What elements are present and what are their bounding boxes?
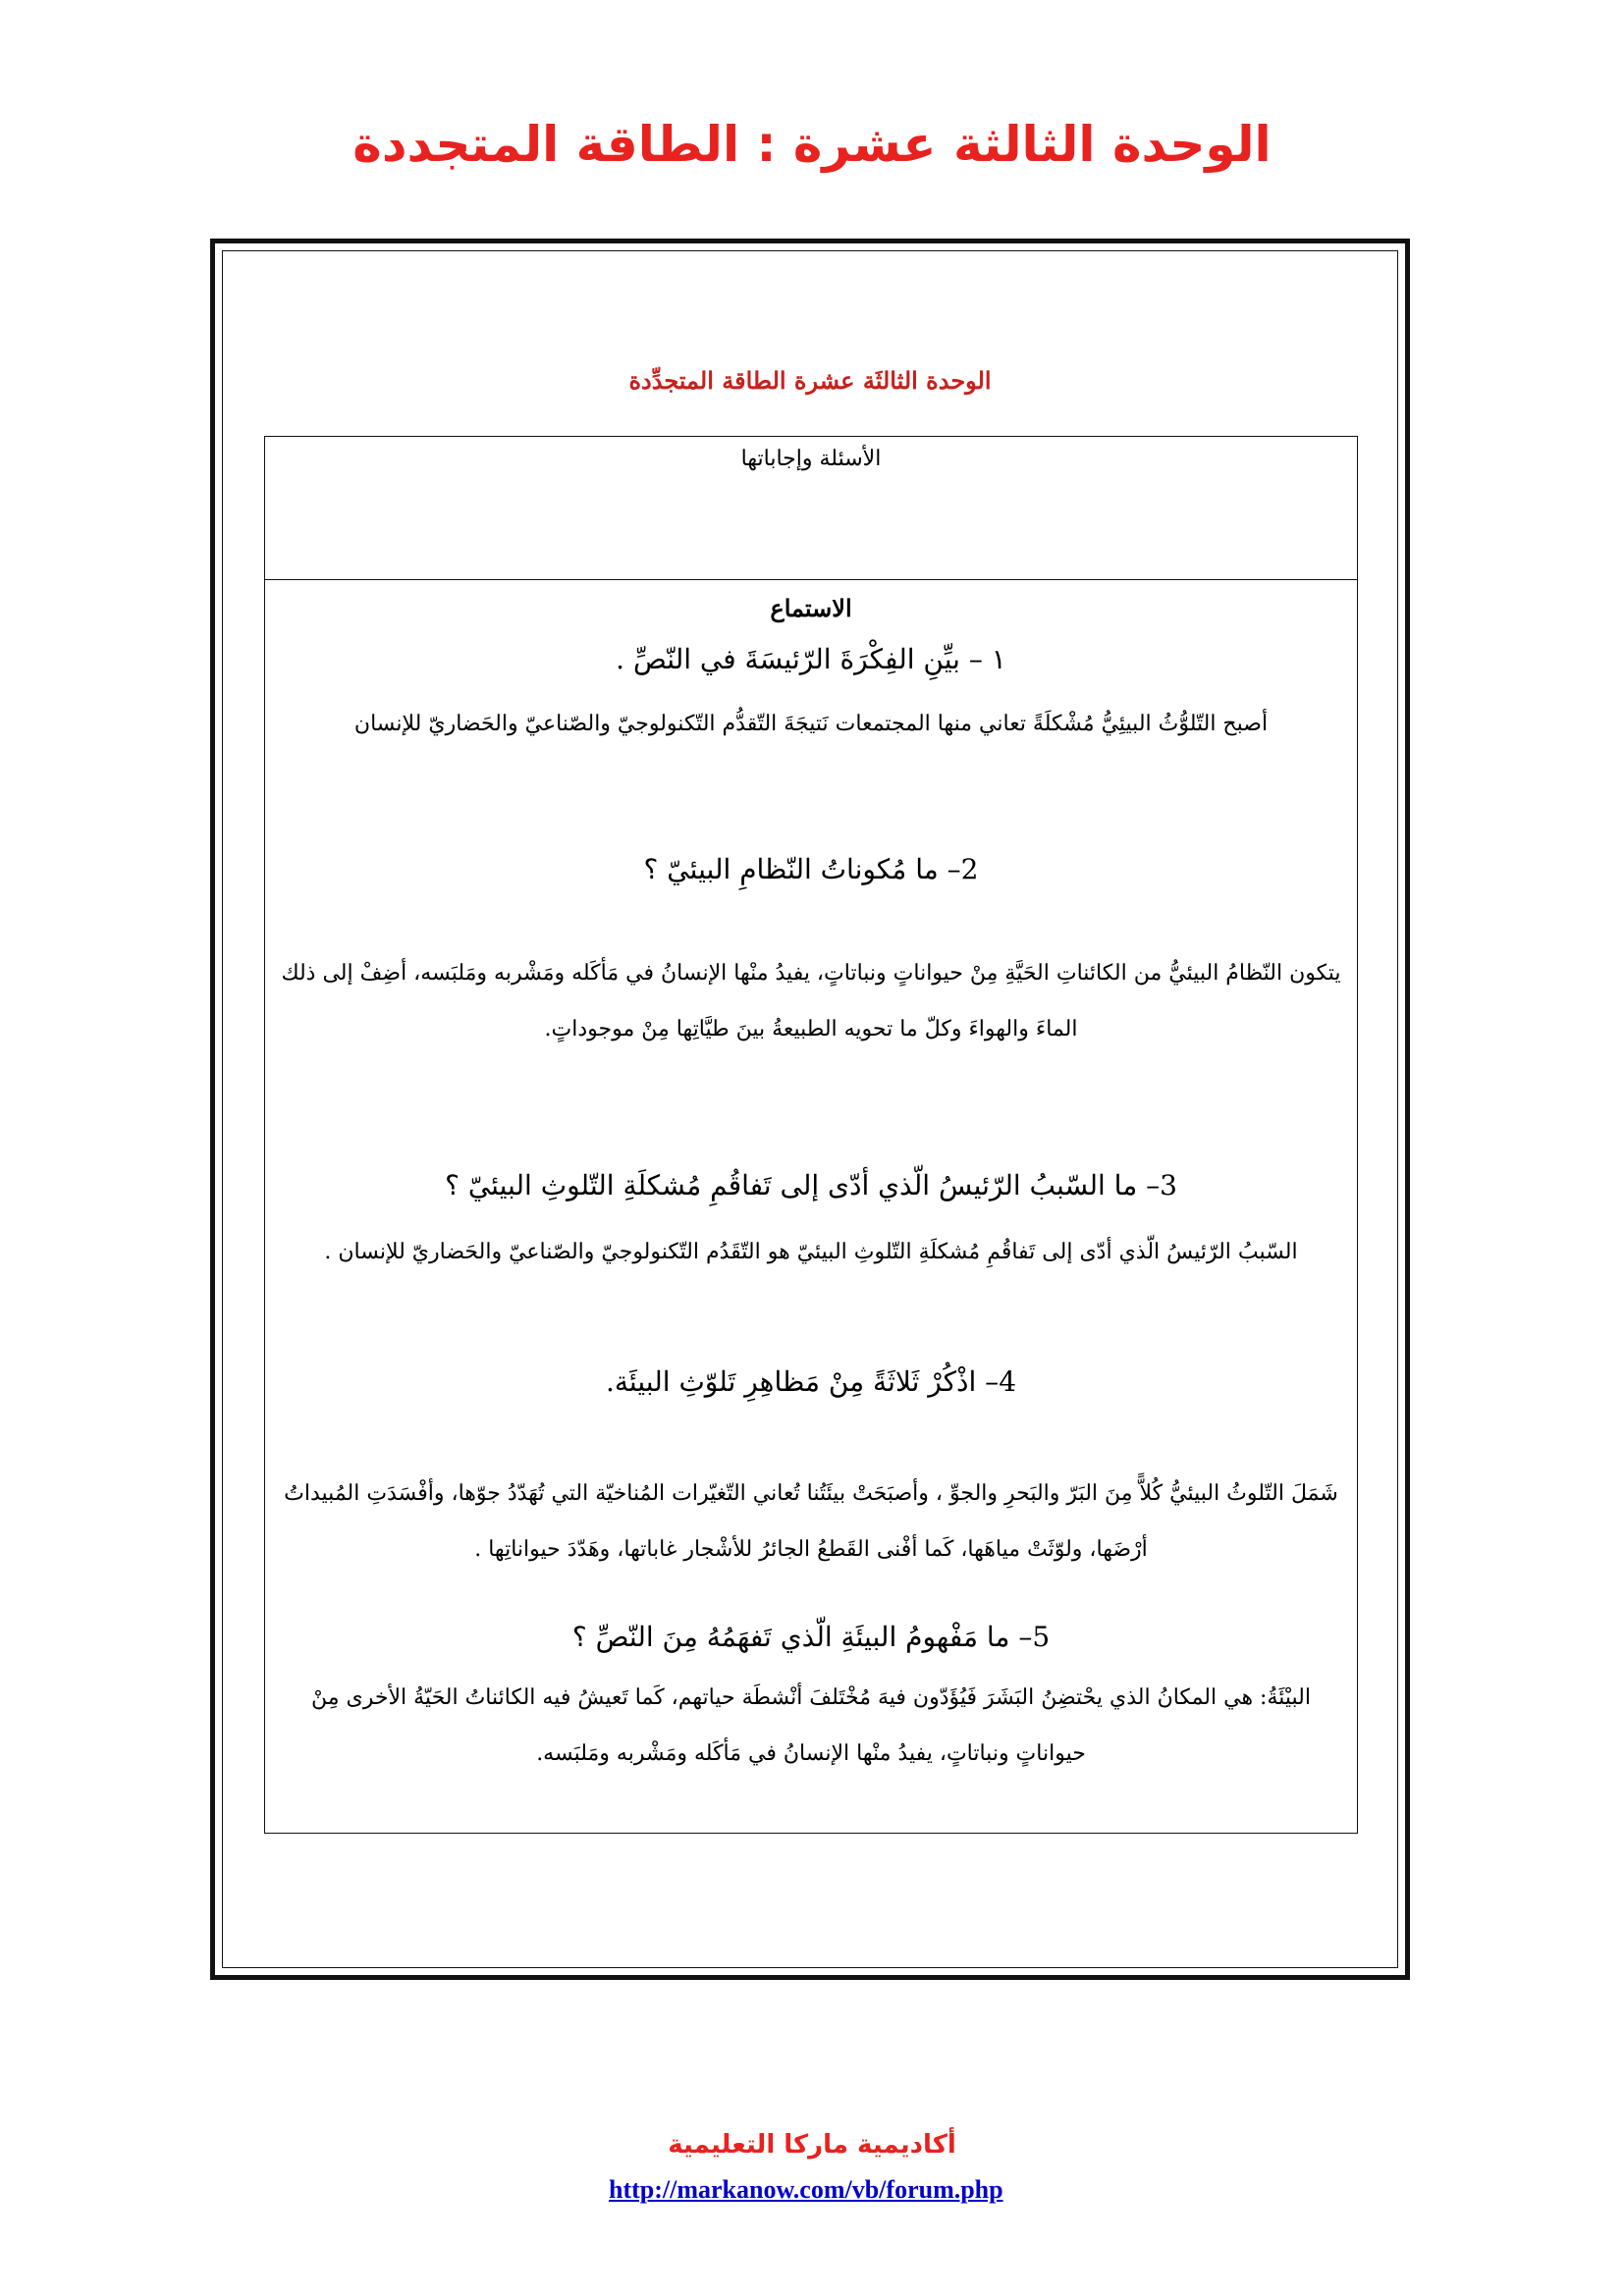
footer-academy-name: أكاديمية ماركا التعليمية (668, 2130, 956, 2160)
answer-5: البيْئَةُ: هي المكانُ الذي يحْتضِنُ البَشَرَ فَيُؤَدّون فيهَ مُخْتَلفَ أنْشطَة حياتهم، كَما تَعيشُ فيه الكائناتُ الحَيّةُ الأخرى مِنْ حيواناتٍ ونباتاتٍ، يفيدُ منْها الإنسانُ في مَأكَله ومَشْربه ومَلبَسه. (311, 1685, 1311, 1766)
page-title: الوحدة الثالثة عشرة : الطاقة المتجددة (352, 116, 1272, 173)
outer-frame (210, 239, 1410, 1980)
section-title: الاستماع (770, 594, 852, 622)
question-5: 5– ما مَفْهومُ البيئَةِ الّذي تَفهَمُهُ مِنَ النّصِّ ؟ (571, 1621, 1051, 1653)
qa-table-header (265, 437, 1357, 580)
question-4: 4– اذْكُرْ ثَلاثَةً مِنْ مَظاهِرِ تَلوّثِ البيئَة. (605, 1365, 1017, 1398)
answer-3: السّببُ الرّئيسُ الّذي أدّى إلى تَفاقُمِ مُشكلَةِ التّلوثِ البيئيّ هو التّقَدُم التّكنولوجيّ والصّناعيّ والحَضاريّ للإنسان . (324, 1240, 1298, 1264)
qa-header-label: الأسئلة وإجاباتها (740, 447, 882, 471)
answer-2: يتكون النّظامُ البيئيُّ من الكائناتِ الحَيَّةِ مِنْ حيواناتٍ ونباتاتٍ، يفيدُ منْها الإنسانُ في مَأكَله ومَشْربه ومَلبَسه، أضِفْ إلى ذلك الماءَ والهواءَ وكلّ ما تحويه الطبيعةُ بينَ طيَّاتِها مِنْ موجوداتٍ. (281, 961, 1341, 1041)
question-1: ١ – بيِّنِ الفِكْرَةَ الرّئيسَةَ في النّصِّ . (616, 643, 1006, 675)
question-2: 2– ما مُكوناتُ النّظامِ البيئيّ ؟ (643, 853, 979, 885)
question-3: 3– ما السّببُ الرّئيسُ الّذي أدّى إلى تَفاقُمِ مُشكلَةِ التّلوثِ البيئيّ ؟ (445, 1169, 1177, 1201)
inner-frame (222, 250, 1398, 1968)
answer-4: شَمَلَ التّلوثُ البيئيُّ كُلاًّ مِنَ البَرّ والبَحرِ والجوِّ ، وأصبَحَتْ بيئَتُنا تُعاني التّغيّرات المُناخيّة التي تُهَدّدُ جوّها، وأفْسَدَتِ المُبيداتُ أرْضَها، ولوّثَتْ مياهَها، كَما أفْنى القَطعُ الجائرُ للأشْجار غاباتها، وهَدّدَ حيواناتِها . (284, 1481, 1338, 1562)
qa-table (264, 436, 1358, 1834)
answer-1: أصبح التّلوُّثُ البيئِيُّ مُشْكلَةً تعاني منها المجتمعات نَتيجَةَ التّقدُّم التّكنولوجيّ والصّناعيّ والحَضاريّ للإنسان (353, 712, 1269, 736)
box-heading: الوحدة الثالثَة عشرة الطاقة المتجدِّدة (628, 366, 992, 395)
footer-url-link[interactable]: http://markanow.com/vb/forum.php (609, 2175, 1003, 2204)
